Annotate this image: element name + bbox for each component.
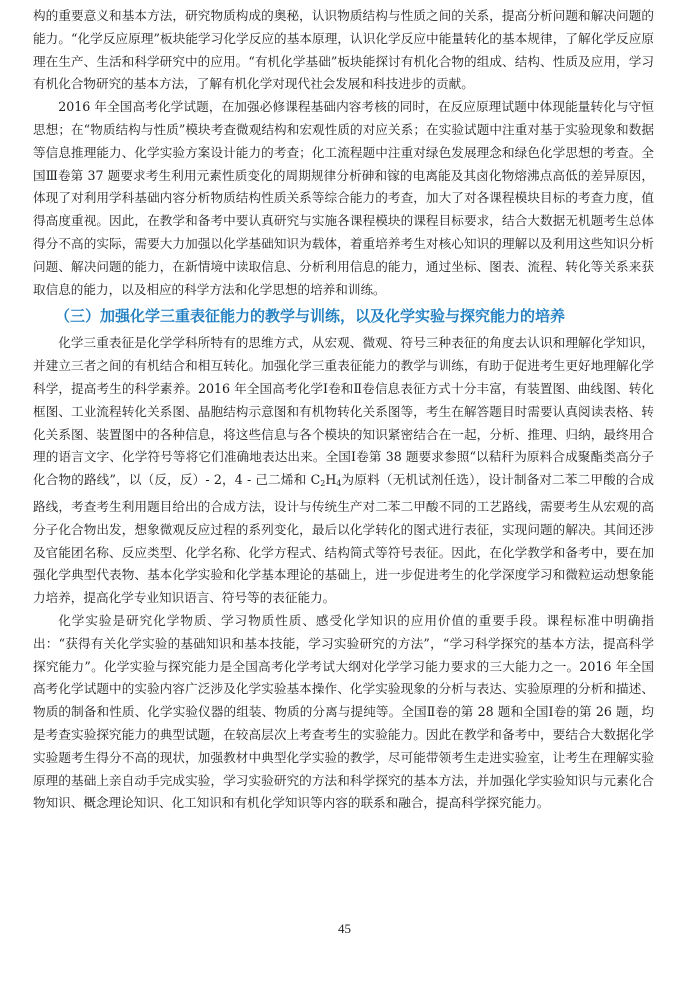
page-number: 45 xyxy=(338,921,351,936)
formula-element: H xyxy=(325,472,337,488)
paragraph-triple-representation xyxy=(33,332,654,610)
paragraph-experiment-ability: 化学实验是研究化学物质、学习物质性质、感受化学知识的应用价值的重要手段。课程标准中明确指出：“获得有关化学实验的基础知识和基本技能，学习实验研究的方法”，“学习科学探究的基本方法，提高科学探究能力”。化学实验与探究能力是全国高考化学考试大纲对化学学习能力要求的三大能力之一。2016 年全国高考化学试题中的实验内容广泛涉及化学实验基本操作、化学实验现象的分析与表达、实验原理的分析和描述、物质的制备和性质、化学实验仪器的组装、物质的分离与提纯等。全国Ⅱ卷的第 28 题和全国Ⅰ卷的第 26 题，均是考查实验探究能力的典型试题，在较高层次上考查考生的实验能力。因此在教学和备考中，要结合大数据化学实验题考生得分不高的现状，加强教材中典型化学实验的教学，尽可能带领考生走进实验室，让考生在理解实验原理的基础上亲自动手完成实验，学习实验研究的方法和科学探究的基本方法，并加强化学实验知识与元素化合物知识、概念理论知识、化工知识和有机化学知识等内容的联系和融合，提高科学探究能力。 xyxy=(33,612,654,811)
formula-subscript: 4 xyxy=(336,479,342,489)
formula-subscript: 2 xyxy=(320,479,326,489)
paragraph-2016-exam-analysis: 2016 年全国高考化学试题，在加强必修课程基础内容考核的同时，在反应原理试题中体现能量转化与守恒思想；在“物质结构与性质”模块考查微观结构和宏观性质的对应关系；在实验试题中注重对基于实验现象和数据等信息推理能力、化学实验方案设计能力的考查；化工流程题中注重对绿色发展理念和绿色化学思想的考查。全国Ⅲ卷第 37 题要求考生利用元素性质变化的周期规律分析砷和镓的电离能及其卤化物熔沸点高低的差异原因，体现了对利用学科基础内容分析物质结构性质关系等综合能力的考查，加大了对各课程模块目标的考查力度，值得高度重视。因此，在教学和备考中要认真研究与实施各课程模块的课程目标要求，结合大数据无机题考生总体得分不高的实际，需要大力加强以化学基础知识为载体，着重培养考生对核心知识的理解以及利用这些知识分析问题、解决问题的能力，在新情境中读取信息、分析利用信息的能力，通过坐标、图表、流程、转化等关系来获取信息的能力，以及相应的科学方法和化学思想的培养和训练。 xyxy=(33,99,654,297)
paragraph-text: 化学三重表征是化学学科所特有的思维方式，从宏观、微观、符号三种表征的角度去认识和理解化学知识，并建立三者之间的有机结合和相互转化。加强化学三重表征能力的教学与训练，有助于促进考生更好地理解化学科学，提高考生的科学素养。2016 年全国高考化学Ⅰ卷和Ⅱ卷信息表征方式十分丰富，有装置图、曲线图、转化框图、工业流程转化关系图、晶胞结构示意图和有机物转化关系图等，考生在解答题目时需要认真阅读表格、转化关系图、装置图中的各种信息，将这些信息与各个模块的知识紧密结合在一起，分析、推理、归纳，最终用合理的语言文字、化学符号等将它们准确地表达出来。全国Ⅰ卷第 38 题要求参照“以秸秆为原料合成聚酯类高分子化合物的路线”，以（反，反）- 2，4 - 己二烯和 C xyxy=(33,335,654,488)
paragraph-text: 为原料（无机试剂任选），设计制备对二苯二甲酸的合成路线，考查考生利用题目给出的合成方法，设计与传统生产对二苯二甲酸不同的工艺路线，需要考生从宏观的高分子化合物出发，想象微观反应过程的系列变化，最后以化学转化的图式进行表征，实现问题的解决。其间还涉及官能团名称、反应类型、化学名称、化学方程式、结构简式等符号表征。因此，在化学教学和备考中，要在加强化学典型代表物、基本化学实验和化学基本理论的基础上，进一步促进考生的化学深度学习和微粒运动想象能力培养，提高化学专业知识语言、符号等的表征能力。 xyxy=(33,472,655,606)
section-heading: （三）加强化学三重表征能力的教学与训练，以及化学实验与探究能力的培养 xyxy=(55,307,566,326)
paragraph-module-goals: 构的重要意义和基本方法，研究物质构成的奥秘，认识物质结构与性质之间的关系，提高分析问题和解决问题的能力。“化学反应原理”板块能学习化学反应的基本原理，认识化学反应中能量转化的基本规律，了解化学反应原理在生产、生活和科学研究中的应用。“有机化学基础”板块能探讨有机化合物的组成、结构、性质及应用，学习有机化合物研究的基本方法，了解有机化学对现代社会发展和科技进步的贡献。 xyxy=(33,8,654,92)
